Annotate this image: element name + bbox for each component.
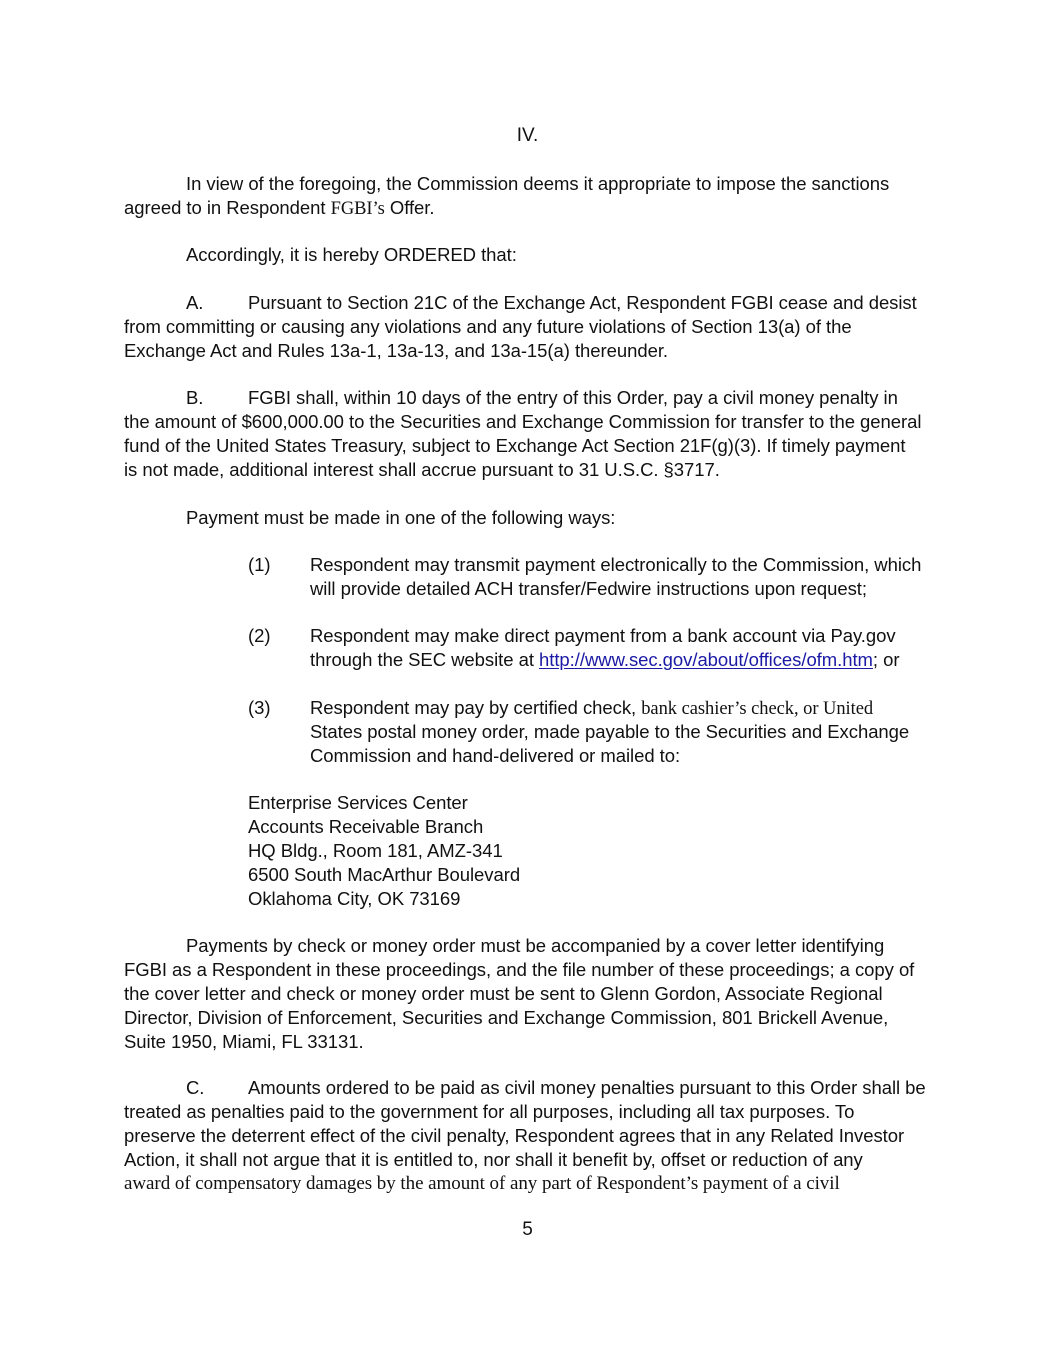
payment-option-2-line-2 [310,648,899,672]
payment-option-3-line-1 [310,696,873,721]
para-b-line-1: FGBI shall, within 10 days of the entry of this Order, pay a civil money penalty in [248,387,898,408]
cover-letter-line-4: Director, Division of Enforcement, Securities and Exchange Commission, 801 Brickell Avenue, [124,1007,889,1028]
payment-option-3-line-1b: bank cashier’s check, or United [641,699,874,719]
page-number: 5 [522,1219,533,1240]
para-b-line-3: fund of the United States Treasury, subject to Exchange Act Section 21F(g)(3). If timely payment [124,435,906,456]
order-intro: Accordingly, it is hereby ORDERED that: [186,244,517,265]
para-a-line-1: Pursuant to Section 21C of the Exchange Act, Respondent FGBI cease and desist [248,292,917,313]
payment-option-1-line-2: will provide detailed ACH transfer/Fedwire instructions upon request; [310,578,867,599]
intro-line-2 [124,196,434,221]
para-c-line-5: award of compensatory damages by the amount of any part of Respondent’s payment of a civil [124,1173,840,1194]
intro-line-1: In view of the foregoing, the Commission deems it appropriate to impose the sanctions [186,173,890,194]
address-line-5: Oklahoma City, OK 73169 [248,888,461,909]
intro-line-2a: agreed to in Respondent [124,197,331,218]
address-line-1: Enterprise Services Center [248,792,468,813]
cover-letter-line-2: FGBI as a Respondent in these proceedings, and the file number of these proceedings; a copy of [124,959,915,980]
para-a-line-3: Exchange Act and Rules 13a-1, 13a-13, and 13a-15(a) thereunder. [124,340,669,361]
cover-letter-line-5: Suite 1950, Miami, FL 33131. [124,1031,364,1052]
payment-option-3-line-2: States postal money order, made payable to the Securities and Exchange [310,721,910,742]
cover-letter-line-3: the cover letter and check or money order must be sent to Glenn Gordon, Associate Regional [124,983,883,1004]
intro-respondent-name: FGBI’s [330,199,385,219]
para-c-letter: C. [186,1077,205,1098]
payment-option-1-line-1: Respondent may transmit payment electronically to the Commission, which [310,554,922,575]
payment-intro: Payment must be made in one of the following ways: [186,507,616,528]
sec-ofm-link[interactable]: http://www.sec.gov/about/offices/ofm.htm [539,649,873,670]
payment-option-3-line-1a: Respondent may pay by certified check, [310,697,642,718]
payment-option-1-number: (1) [248,554,271,575]
para-c-line-2: treated as penalties paid to the government for all purposes, including all tax purposes. To [124,1101,855,1122]
payment-option-3-line-3: Commission and hand-delivered or mailed to: [310,745,681,766]
para-b-line-4: is not made, additional interest shall accrue pursuant to 31 U.S.C. §3717. [124,459,720,480]
para-c-line-4: Action, it shall not argue that it is entitled to, nor shall it benefit by, offset or reduction of any [124,1149,863,1170]
address-line-3: HQ Bldg., Room 181, AMZ-341 [248,840,503,861]
intro-line-2c: Offer. [384,197,435,218]
para-b-line-2: the amount of $600,000.00 to the Securities and Exchange Commission for transfer to the general [124,411,922,432]
para-c-line-3: preserve the deterrent effect of the civil penalty, Respondent agrees that in any Related Investor [124,1125,905,1146]
para-c-line-1: Amounts ordered to be paid as civil money penalties pursuant to this Order shall be [248,1077,926,1098]
payment-option-2-suffix: ; or [872,649,900,670]
address-line-2: Accounts Receivable Branch [248,816,484,837]
payment-option-3-number: (3) [248,697,271,718]
section-heading: IV. [516,125,539,146]
payment-option-2-number: (2) [248,625,271,646]
cover-letter-line-1: Payments by check or money order must be accompanied by a cover letter identifying [186,935,885,956]
payment-option-2-line-1: Respondent may make direct payment from a bank account via Pay.gov [310,625,896,646]
para-a-line-2: from committing or causing any violations and any future violations of Section 13(a) of the [124,316,852,337]
payment-option-2-prefix: through the SEC website at [310,649,540,670]
para-a-letter: A. [186,292,204,313]
address-line-4: 6500 South MacArthur Boulevard [248,864,521,885]
para-b-letter: B. [186,387,204,408]
